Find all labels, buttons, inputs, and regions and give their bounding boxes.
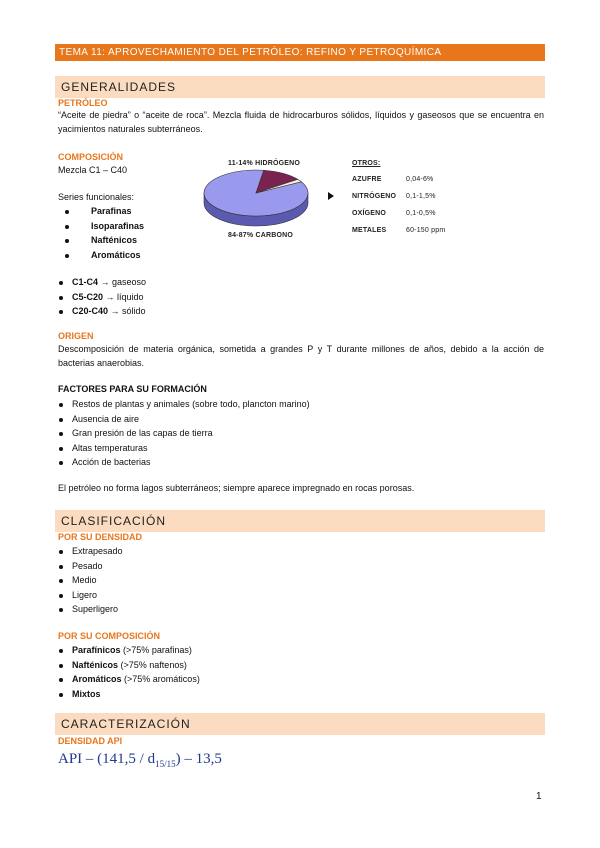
document-title: TEMA 11: APROVECHAMIENTO DEL PETRÓLEO: REFINO Y PETROQUÍMICA xyxy=(59,47,442,58)
list-item: Ligero xyxy=(56,589,123,604)
series-label: Series funcionales: xyxy=(58,192,135,202)
estado-state: → gaseoso xyxy=(100,277,147,287)
list-item xyxy=(56,276,146,291)
list-item: Nafténicos xyxy=(62,234,144,249)
estado-state: → sólido xyxy=(110,306,146,316)
otros-value: 0,1-1,5% xyxy=(406,193,436,200)
densidad-list xyxy=(56,545,123,618)
list-item xyxy=(56,644,200,659)
list-item: Extrapesado xyxy=(56,545,123,560)
subheading-densidad: POR SU DENSIDAD xyxy=(58,532,143,542)
list-item: Acción de bacterias xyxy=(56,456,310,471)
estado-state: → líquido xyxy=(105,291,144,302)
list-item: Isoparafinas xyxy=(62,220,144,235)
composicion-list xyxy=(56,644,200,702)
section-heading: CLASIFICACIÓN xyxy=(61,514,167,528)
section-caracterizacion xyxy=(55,713,545,735)
petroleo-paragraph: “Aceite de piedra” o “aceite de roca”. Mezcla fluida de hidrocarburos sólidos, líquidos y gaseosos que se encuentra en yacimientos naturales subterráneos. xyxy=(58,110,544,134)
composicion-name: Mixtos xyxy=(72,688,101,699)
subheading-por-composicion: POR SU COMPOSICIÓN xyxy=(58,631,161,641)
mezcla-text: Mezcla C1 – C40 xyxy=(58,165,128,175)
otros-value: 60-150 ppm xyxy=(406,227,446,234)
subheading-origen: ORIGEN xyxy=(58,331,94,341)
list-item xyxy=(56,659,200,674)
pie-label-carbono: 84-87% CARBONO xyxy=(228,232,294,239)
list-item xyxy=(56,688,200,703)
formula-main: API – (141,5 / d xyxy=(58,751,156,767)
subheading-petroleo: PETRÓLEO xyxy=(58,98,108,108)
estado-range: C1-C4 xyxy=(72,277,99,287)
list-item: Superligero xyxy=(56,603,123,618)
composicion-name: Aromáticos xyxy=(72,674,122,684)
formula-subscript: 15/15 xyxy=(155,759,176,769)
otros-name: OXÍGENO xyxy=(352,210,387,217)
otros-name: NITRÓGENO xyxy=(352,193,397,200)
composition-pie-figure xyxy=(198,155,538,255)
otros-value: 0,1-0,5% xyxy=(406,210,436,217)
series-list xyxy=(62,205,144,263)
list-item: Aromáticos xyxy=(62,249,144,264)
factores-list xyxy=(56,398,310,471)
otros-name: METALES xyxy=(352,227,387,234)
estados-list xyxy=(56,276,146,320)
list-item: Gran presión de las capas de tierra xyxy=(56,427,310,442)
otros-name: AZUFRE xyxy=(352,176,382,183)
section-generalidades xyxy=(55,76,545,98)
composicion-name: Nafténicos xyxy=(72,659,119,670)
section-heading: CARACTERIZACIÓN xyxy=(61,717,191,731)
list-item xyxy=(56,291,146,306)
api-formula xyxy=(58,748,222,772)
nota-text: El petróleo no forma lagos subterráneos; siempre aparece impregnado en rocas porosas. xyxy=(58,483,415,493)
estado-range: C20-C40 xyxy=(72,306,109,316)
origen-paragraph: Descomposición de materia orgánica, sometida a grandes P y T durante millones de años, debido a la acción de bacterias anaerobias. xyxy=(58,344,544,368)
page-number: 1 xyxy=(536,791,542,802)
list-item xyxy=(56,305,146,320)
composicion-detail: (>75% naftenos) xyxy=(120,659,187,670)
pie-label-hidrogeno: 11-14% HIDRÓGENO xyxy=(228,160,301,167)
composicion-name: Parafínicos xyxy=(72,645,121,655)
list-item: Medio xyxy=(56,574,123,589)
document-title-bar xyxy=(55,44,545,61)
factores-heading: FACTORES PARA SU FORMACIÓN xyxy=(58,384,207,394)
list-item: Parafinas xyxy=(62,205,144,220)
composicion-detail: (>75% parafinas) xyxy=(123,645,192,655)
formula-end: ) – 13,5 xyxy=(175,751,222,767)
list-item: Ausencia de aire xyxy=(56,413,310,428)
list-item: Altas temperaturas xyxy=(56,442,310,457)
list-item: Pesado xyxy=(56,560,123,575)
otros-value: 0,04-6% xyxy=(406,176,434,183)
otros-heading: OTROS: xyxy=(352,160,381,167)
subheading-composicion: COMPOSICIÓN xyxy=(58,152,124,162)
arrow-icon xyxy=(328,192,334,200)
estado-range: C5-C20 xyxy=(72,291,104,302)
composicion-detail: (>75% aromáticos) xyxy=(124,674,200,684)
list-item xyxy=(56,673,200,688)
subheading-densidad-api: DENSIDAD API xyxy=(58,736,123,746)
section-heading: GENERALIDADES xyxy=(61,80,177,94)
list-item: Restos de plantas y animales (sobre todo, plancton marino) xyxy=(56,398,310,413)
section-clasificacion xyxy=(55,510,545,532)
